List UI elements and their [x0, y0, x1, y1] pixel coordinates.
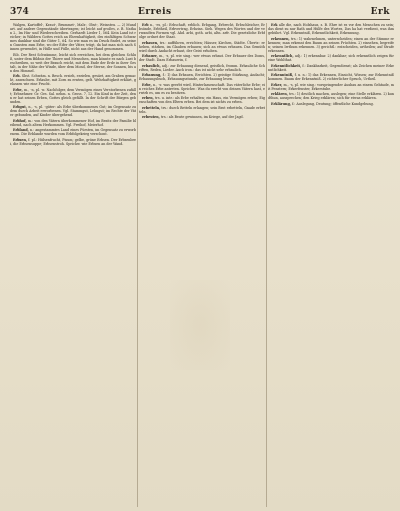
- entry-headword: erbetteln,: [142, 105, 162, 110]
- entry-text: f. pl.: Hülsenfrucht, Pisum; gelbe, grüne Erbsen. Der Erbsenbrei, die Erbsensuppe; Erbsenstroh. Sprichw. wie Erbsen an der Wand.: [10, 137, 136, 146]
- entry-text: n.: angestammtes Land eines Fürsten, im Gegensatz zu erworbenem. Die Erblande wurden vom Erbfolgekrieg verschont.: [10, 128, 136, 136]
- entry-headword: erbeuten,: [142, 115, 161, 119]
- entry-text: n., -es, pl.: Erbschaft, erblich. Erbgang, Erbrecht, Erbschleicher, Erbsünde, Erbtheil, Erbvertrag, Erbzins. Sieh. Wegen des Wortes und der verwandten Formen vgl. Ahd. arbi, goth. arbi, altn. arfr. Die gesetzliche Erbfolge ordnet der Staat.: [139, 23, 265, 39]
- dictionary-entry: [10, 23, 136, 51]
- header-rule: [10, 19, 390, 20]
- entry-text: f.: Dankbarkeit, Gegendienst; als Zeichen meiner Erkenntlichkeit.: [268, 63, 394, 72]
- entry-headword: Erkenntlichkeit,: [271, 63, 303, 68]
- text-column-left: [10, 23, 136, 507]
- entry-headword: erben,: [142, 96, 155, 100]
- text-column-middle: [139, 23, 265, 507]
- dictionary-entry: [10, 74, 136, 86]
- dictionary-entry: [268, 23, 394, 35]
- entry-text: f. u. n.: 1) das Erkennen, Einsicht, Wissen; zur Erkenntniß kommen. Baum der Erkenntniß. 2) richterlicher Spruch, Urtheil.: [268, 73, 394, 81]
- entry-text: n., -s: was geerbt wird, Hinterlassenschaft. Das väterliche Erbe; ein reiches Erbe antreten. Sprichw.: Was du ererbt von deinen Vätern hast, erwirb es, um es zu besitzen.: [139, 82, 265, 95]
- entry-text: m.: von den Vätern überkommener Hof, im Besitz der Familie bleibend, nach altem Herkommen. Vgl. Freihof, Meierhof.: [10, 118, 136, 127]
- entry-headword: Erkenntniß,: [271, 73, 295, 77]
- entry-text: m., -s, pl. wie sing.: vorspringender Ausbau an einem Gebäude, mit Fenstern; Erkerfenster, Erkerstube.: [268, 82, 394, 91]
- entry-text: trs.: 1) deutlich machen, auslegen; eine Stelle erklären. 2) kundthun, aussprechen; den Krieg erklären; sich für etwas erklären.: [268, 92, 394, 100]
- entry-text: adj.: 1) erkennbar. 2) dankbar; sich erkenntlich zeigen für eine Wohlthat.: [268, 54, 394, 62]
- dictionary-entry: [139, 54, 265, 62]
- entry-headword: erbauen,: [142, 40, 160, 45]
- dictionary-entry: [268, 64, 394, 72]
- entry-text: f.: 1) das Erbauen, Errichten. 2) geistige Stärkung, Andacht; Erbauungsbuch, Erbauungsstunde, zur Erbauung lesen.: [139, 73, 265, 81]
- entry-text: trs.: als Beute gewinnen, im Kriege, auf der Jagd.: [160, 115, 244, 119]
- entry-text: n., -s, pl. -güter: als Erbe überkommenes Gut; im Gegensatz zu dem durch Arbeit erworbenen. Vgl. Stammgut, Lehngut; im Rechte der Väter gebunden, auf Kinder übergehend.: [10, 105, 136, 117]
- entry-headword: Erk: [271, 23, 279, 27]
- dictionary-entry: [268, 54, 394, 62]
- entry-headword: Erbhof,: [13, 118, 28, 123]
- entry-headword: Erbgut,: [13, 105, 29, 109]
- dictionary-entry: [268, 83, 394, 91]
- entry-headword: erkennen,: [271, 36, 291, 41]
- entry-headword: Erb: [142, 23, 150, 27]
- entry-headword: Erb.: [13, 74, 22, 78]
- entry-text: trs.: aufführen, errichten; Häuser, Kirchen, Städte. Übertr.: erheben, stärken, im Glauben erbauen; sich an etwas erbauen. Das Gemüth wird durch Andacht erbaut, der Geist erhoben.: [139, 40, 265, 53]
- dictionary-entry: [10, 128, 136, 136]
- dictionary-entry: [10, 88, 136, 104]
- dictionary-entry: [268, 92, 394, 100]
- entry-headword: Erbe,: [142, 82, 154, 87]
- text-column-right: [268, 23, 394, 507]
- entry-headword: Erbland,: [13, 128, 30, 132]
- page-number: 374: [10, 7, 29, 17]
- dictionary-entry: [139, 41, 265, 53]
- dictionary-entry: [139, 96, 265, 104]
- dictionary-entry: [268, 37, 394, 53]
- dictionary-entry: [139, 64, 265, 72]
- entry-headword: Erbauer,: [142, 54, 160, 58]
- entry-text: trs.: 1) wahrnehmen, unterscheiden; einen an der Stimme erkennen; man erkennt den Baum an seinen Früchten. 2) einsehen, begreifen; seinen Irrthum erkennen. 3) gerichtl.: entscheiden, urtheilen; auf Strafe erkennen.: [268, 36, 394, 53]
- entry-headword: Erklärung,: [271, 101, 293, 106]
- column-divider: [137, 23, 138, 507]
- dictionary-entry: [139, 73, 265, 81]
- entry-headword: Erbauung,: [142, 73, 163, 77]
- entry-headword: erkenntlich,: [271, 54, 295, 58]
- entry-headword: Erbsen,: [13, 137, 29, 142]
- entry-text: m., -s, pl. wie sing.: wer etwas erbaut. Der Erbauer des Doms, der Stadt. Dazu Erbauerin, f.: [139, 54, 265, 62]
- dictionary-entry: [139, 23, 265, 39]
- entry-headword: Erbe,: [13, 87, 25, 92]
- dictionary-entry: [139, 115, 265, 119]
- entry-text: trs. u. intr.: als Erbe erhalten; ein Haus, ein Vermögen erben; Eigenschaften von den Eltern erben. Bei dem ist nichts zu erben.: [139, 96, 265, 104]
- dictionary-entry: [139, 106, 265, 114]
- header-right-headword: Erk: [370, 7, 390, 17]
- entry-text: trs.: durch Betteln erlangen; sein Brot erbetteln, Gnade erbetteln.: [139, 105, 265, 114]
- column-divider: [266, 23, 267, 507]
- entry-text: Walgen, Kartoffel-, Kraut-, Brummet-, Malz-, Obst-, Weinsteu. — 2) Mundart. auf andere Gegenstände übertragen; ist leicht auf großes, z. B. Nathan 2., Im Hin- und Wiederschreiben. Gerhardt Lieder 1, 564. Kein Land ist reicher; in Wäldern Gottes reich an Ehrenhaftigkeit, des einfältigen Schwarmes dankbar sind die Güter 1, 64. So wie man es im Druck findet, zu seinen Gunsten zum Erbe, wo der Eifer der Väter, trügt, da hat man sich nach Sinnen gewendet, in Hülle und Fülle, nicht aus der Hand genommen.: [10, 23, 136, 51]
- entry-text: m., -n, pl. -n: Nachfolger, dem Vermögen eines Verstorbenen zufällt; Erbnehmer. Gr. Ges. Sal. nehm. n. Gross. 7, 12. Ein Kind in der Zeit, denn er hat seinen Erben, Gottes gleich gefällt. In der Schrift der Bürgen gebunden.: [10, 87, 136, 104]
- entry-text: alle die, nach Holzhaus, z. B. Ehre ist es vor den Menschen zu sein; das dient zu nur Rath und Hülfe des Wortes, Das ha hat verdient, was ihm gebührt. Vgl. Erkenntniß, Erkenntlichkeit, Erkennung.: [268, 23, 394, 35]
- entry-text: adj.: zur Erbauung dienend, geistlich, fromm. Erbauliche Schriften, Reden, Lieder. Auch iron.: das ist nicht sehr erbaulich.: [139, 63, 265, 72]
- entry-text: Eib. Der Rest Schwämme, leicht sich erreichen, bei dem gleichen Schluß, unter dem Bildnis der Thiere und Menschen, man könnte es nach Lust beschreiben, so weit der Brauch reicht, mit dem Ende der Erde in ihrer Gestalt, in der Nähe der Winde, über dem Mond, der Sterne, der Sonnen, bis an den Himmel.: [10, 52, 136, 73]
- entry-headword: erklären,: [271, 92, 290, 96]
- entry-headword: erbaulich,: [142, 63, 162, 68]
- dictionary-entry: [268, 102, 394, 106]
- entry-headword: Erker,: [271, 82, 284, 87]
- dictionary-entry: [139, 83, 265, 95]
- running-header: [10, 7, 390, 19]
- dictionary-entry: [268, 73, 394, 81]
- dictionary-entry: [10, 119, 136, 127]
- dictionary-entry: [10, 53, 136, 73]
- entry-text: Sbst. Schwäm. n. Besch. erzieh, erzielen, gesäet, am Graben gemacht, anwachsen. Erlaube, mit Zorn zu ernten, gelt. Wehrhaftigkeit erklärt, gelassen wie eine Frucht.: [10, 74, 136, 86]
- header-left-headword: Erreis: [138, 7, 172, 17]
- entry-text: f.: Auslegung, Deutung; öffentliche Kundgebung.: [292, 101, 374, 106]
- dictionary-entry: [10, 138, 136, 146]
- dictionary-entry: [10, 105, 136, 117]
